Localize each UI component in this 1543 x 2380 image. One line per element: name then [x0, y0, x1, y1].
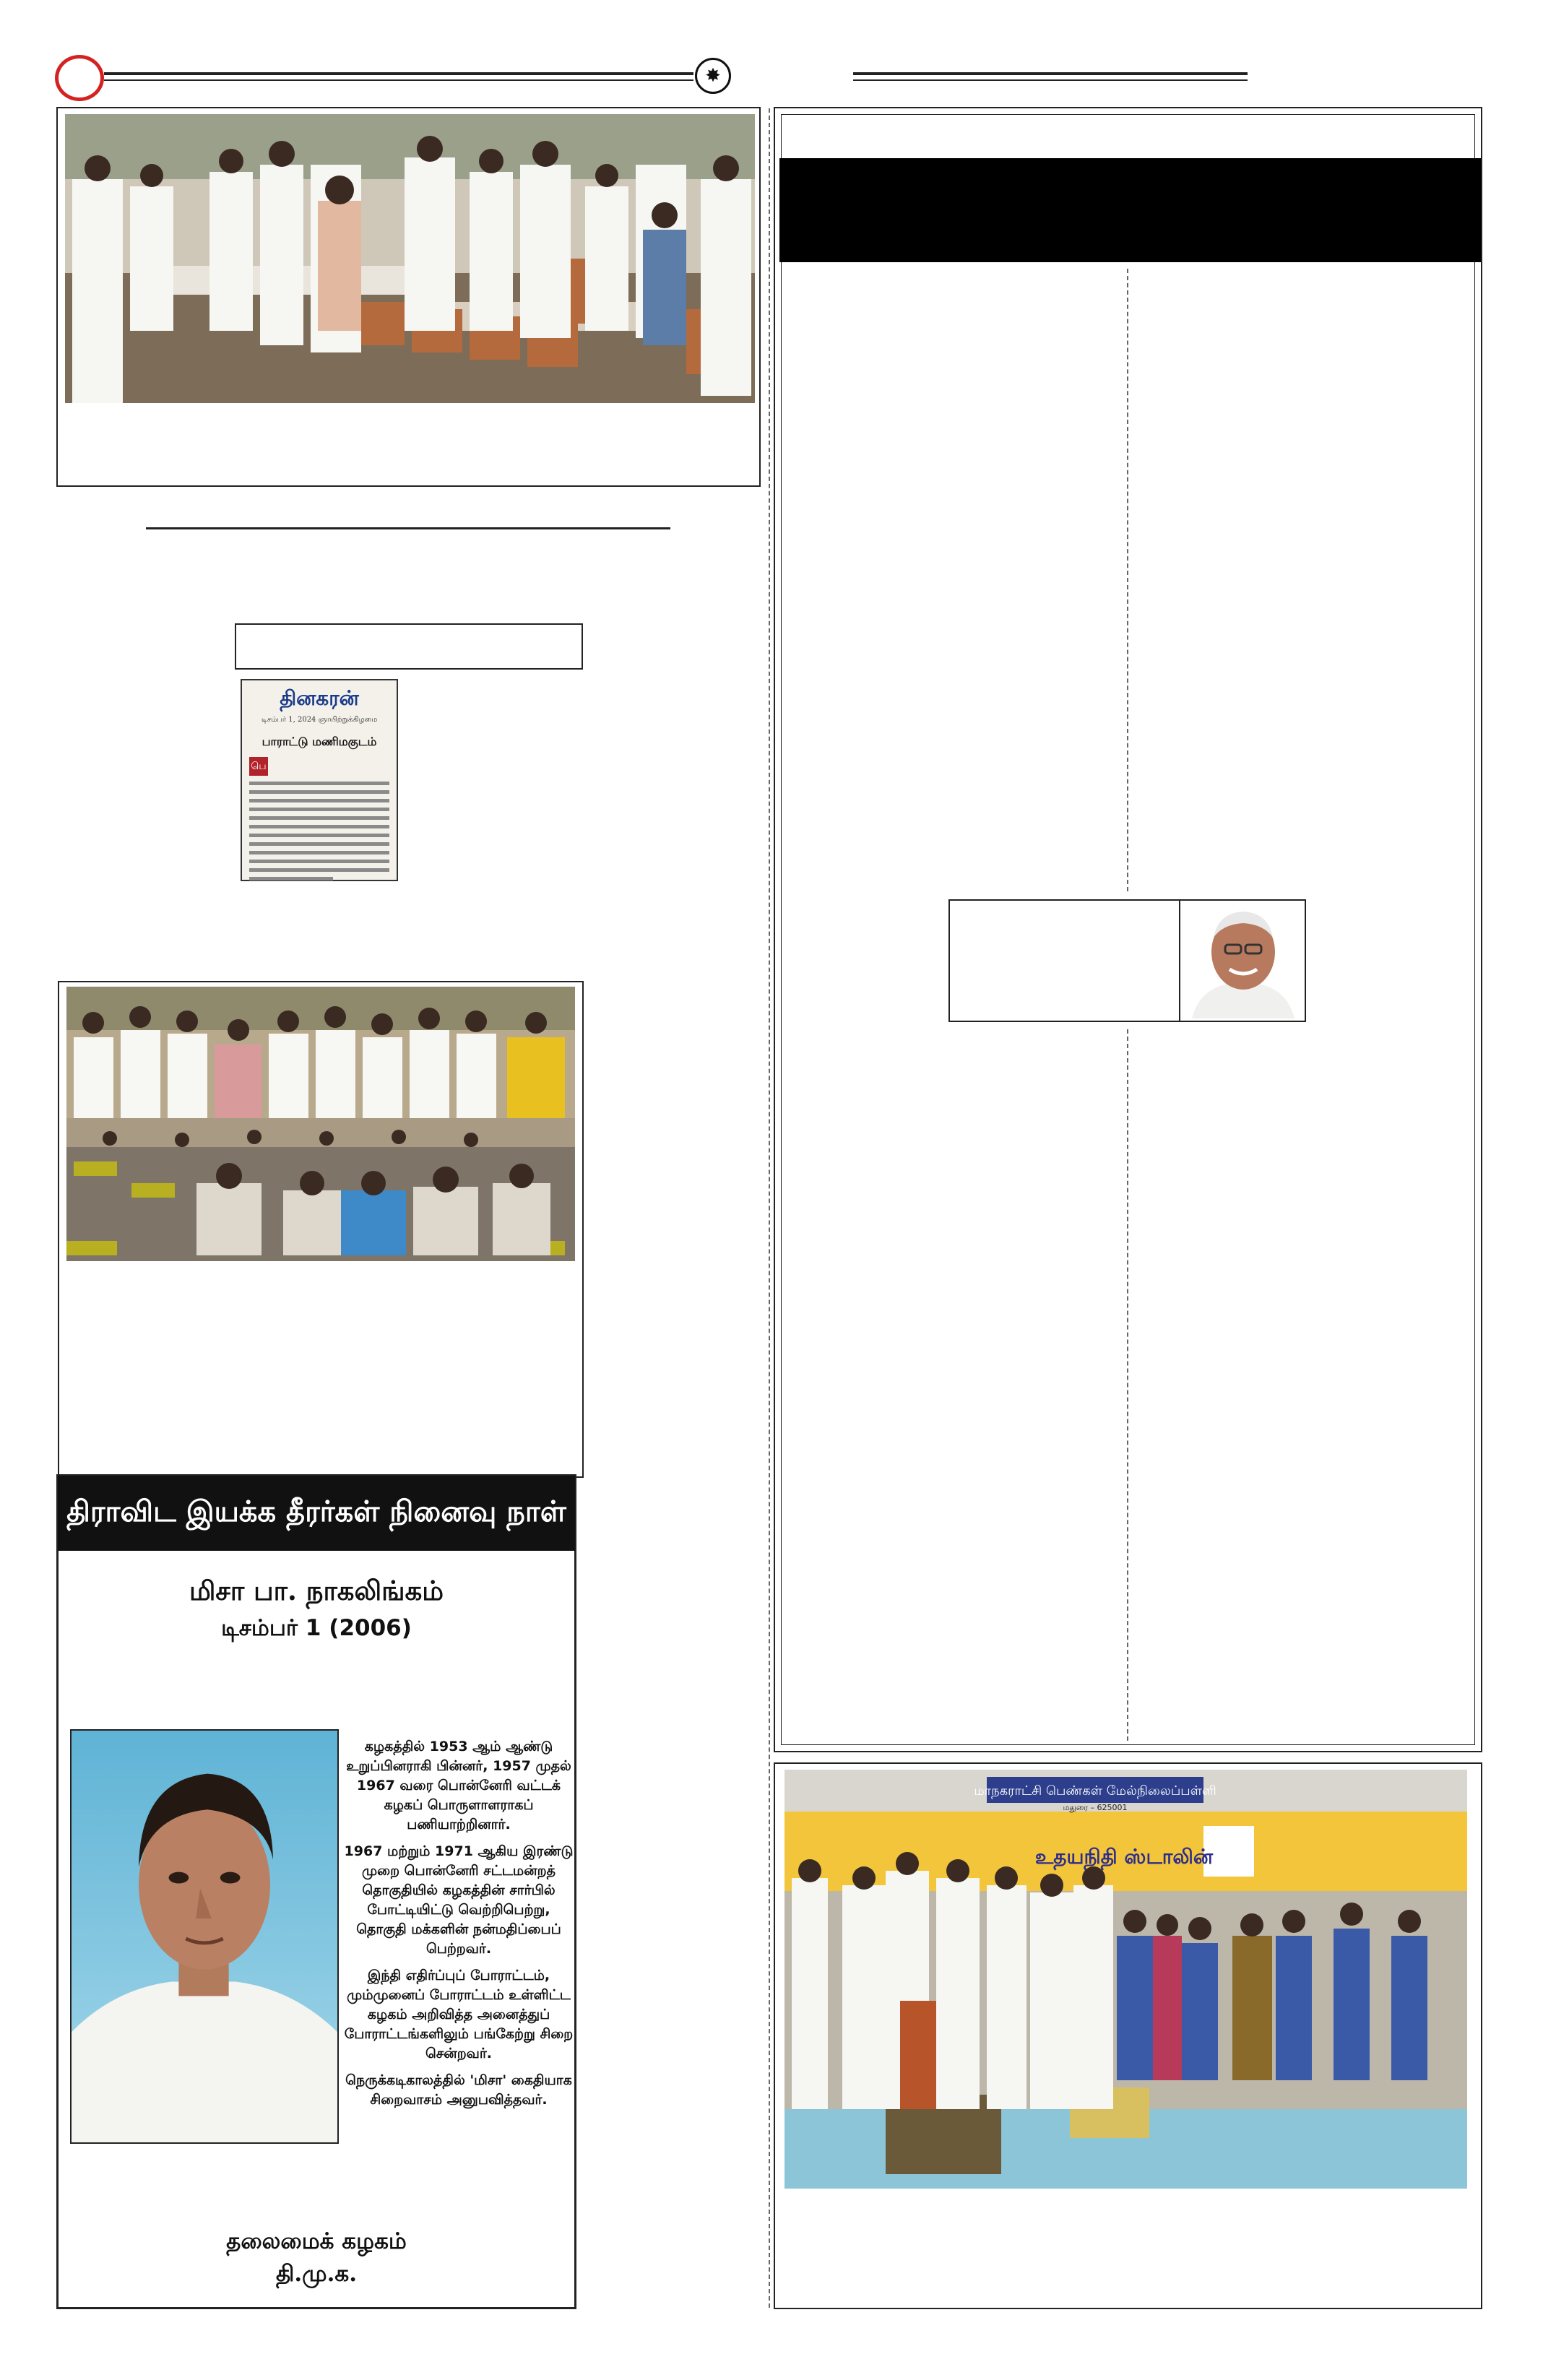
- photo-sign-text: மாநகராட்சி பெண்கள் மேல்நிலைப்பள்ளி: [974, 1783, 1216, 1799]
- article-headline-banner: [779, 158, 1481, 262]
- clipping-dropcap: பெ: [249, 757, 268, 776]
- school-event-photo: [785, 1770, 1467, 2189]
- memorial-signature-line1: தலைமைக் கழகம்: [226, 2228, 407, 2254]
- memorial-heading: திராவிட இயக்க தீரர்கள் நினைவு நாள்: [58, 1476, 575, 1551]
- memorial-bio-para: 1967 மற்றும் 1971 ஆகிய இரண்டு முறை பொன்னேரி சட்டமன்றத் தொகுதியில் கழகத்தின் சார்பில் போட்டியிட்டு வெற்றிபெற்று, தொகுதி மக்களின் நன்மதிப்பைப் பெற்றவர்.: [344, 1843, 574, 1957]
- memorial-bio-para: நெருக்கடிகாலத்தில் 'மிசா' கைதியாக சிறைவாசம் அனுபவித்தவர்.: [345, 2072, 572, 2108]
- middle-group-photo-bottom: [66, 1118, 575, 1261]
- memorial-bio-para: கழகத்தில் 1953 ஆம் ஆண்டு உறுப்பினராகி பின்னர், 1957 முதல் 1967 வரை பொன்னேரி வட்டக் கழகப் பொருளாளராகப் பணியாற்றினார்.: [346, 1739, 571, 1832]
- header-rule-left-thin: [104, 79, 693, 81]
- section-rule: [146, 527, 670, 529]
- memorial-signature-line2: தி.மு.க.: [275, 2261, 358, 2287]
- memorial-name: மிசா பா. நாகலிங்கம்: [189, 1575, 444, 1606]
- middle-group-photo-top: [66, 987, 575, 1118]
- page-number-marker: [55, 55, 104, 101]
- photo-banner-name: உதயநிதி ஸ்டாலின்: [1034, 1845, 1214, 1869]
- rising-sun-emblem-icon: ✸: [695, 58, 731, 94]
- memorial-portrait: [70, 1729, 339, 2144]
- author-portrait: [1185, 903, 1302, 1018]
- column-divider: [769, 108, 770, 2308]
- article-column-divider-bottom: [1127, 1029, 1128, 1741]
- header-rule-right-thin: [853, 79, 1248, 81]
- clipping-dateline: டிசம்பர் 1, 2024 ஞாயிற்றுக்கிழமை: [261, 716, 378, 724]
- newspaper-clipping: [241, 679, 398, 881]
- clipping-caption-box: [235, 623, 583, 670]
- memorial-bio-para: இந்தி எதிர்ப்புப் போராட்டம், மும்முனைப் போராட்டம் உள்ளிட்ட கழகம் அறிவித்த அனைத்துப் போராட்டங்களிலும் பங்கேற்று சிறை சென்றவர்.: [344, 1968, 574, 2061]
- header-rule-right: [853, 72, 1248, 75]
- clipping-body: [249, 757, 389, 880]
- memorial-bio: [342, 1737, 575, 2117]
- photo-sign-subtext: மதுரை – 625001: [1063, 1803, 1128, 1812]
- top-group-photo: [65, 114, 755, 403]
- clipping-masthead: தினகரன்: [280, 686, 359, 710]
- clipping-headline: பாராட்டு மணிமகுடம்: [262, 735, 377, 748]
- header-rule-left: [104, 72, 693, 75]
- pull-quote-divider: [1179, 899, 1180, 1022]
- article-column-divider-top: [1127, 269, 1128, 891]
- memorial-date: டிசம்பர் 1 (2006): [221, 1615, 412, 1641]
